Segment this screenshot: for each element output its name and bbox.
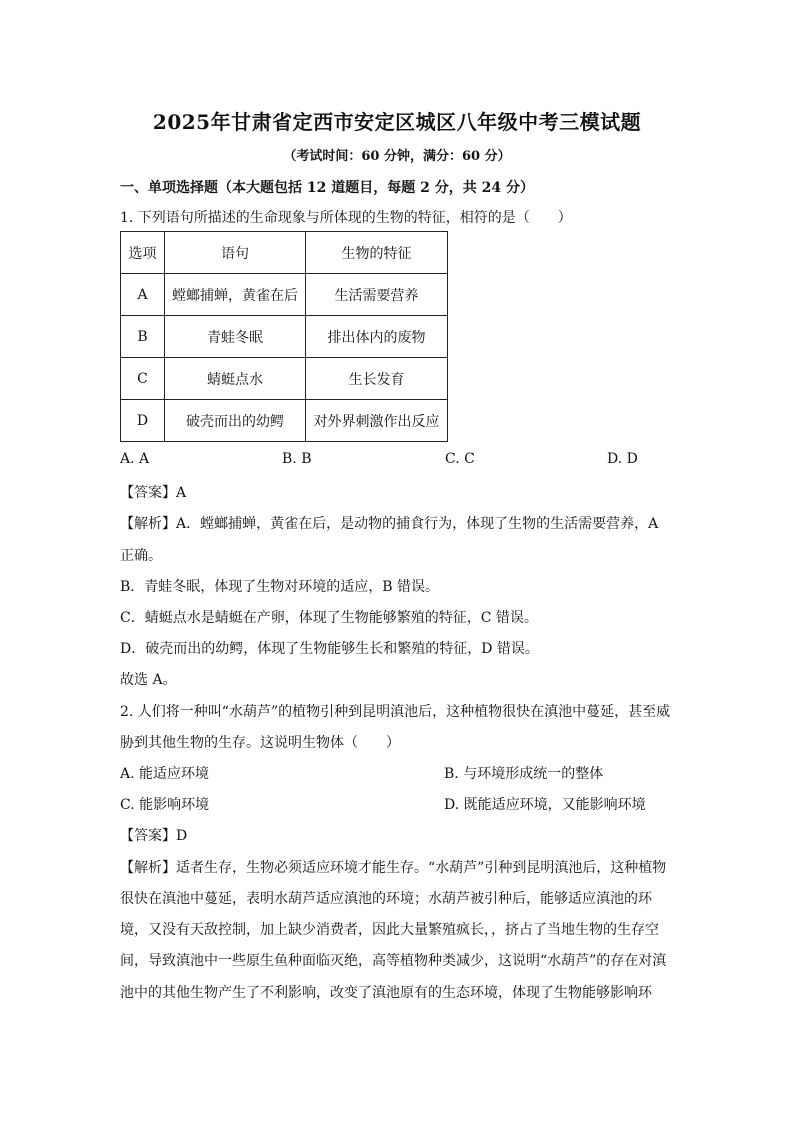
table-row: [121, 358, 448, 400]
analysis-line: B．青蛙冬眠，体现了生物对环境的适应，B 错误。: [120, 579, 440, 595]
option-c: C. C: [445, 451, 475, 467]
table-header-row: [121, 232, 448, 274]
option-a: A. A: [120, 451, 150, 467]
analysis-line: 正确。: [120, 548, 162, 564]
option-d: D. D: [607, 451, 638, 467]
table-cell: 对外界刺激作出反应: [306, 400, 448, 442]
table-row: [121, 274, 448, 316]
table-header-cell: 选项: [121, 232, 165, 274]
table-row: [121, 400, 448, 442]
table-cell: 生长发育: [306, 358, 448, 400]
table-cell: A: [121, 274, 165, 316]
question-1-stem: 1. 下列语句所描述的生命现象与所体现的生物的特征，相符的是（ ）: [120, 210, 572, 226]
analysis-line: D．破壳而出的幼鳄，体现了生物能够生长和繁殖的特征，D 错误。: [120, 641, 539, 657]
question-2-answer: 【答案】D: [120, 828, 188, 844]
table-cell: B: [121, 316, 165, 358]
table-cell: D: [121, 400, 165, 442]
analysis-line: 间，导致滇池中一些原生鱼种面临灭绝，高等植物种类减少，这说明“水葫芦”的存在对滇: [120, 953, 667, 969]
table-header-cell: 生物的特征: [306, 232, 448, 274]
question-2-stem: 胁到其他生物的生存。这说明生物体（ ）: [120, 735, 400, 751]
analysis-line: 很快在滇池中蔓延，表明水葫芦适应滇池的环境；水葫芦被引种后，能够适应滇池的环: [120, 891, 652, 907]
analysis-line: 境，又没有天敌控制，加上缺少消费者，因此大量繁殖疯长，，挤占了当地生物的生存空: [120, 922, 659, 938]
option-c: C. 能影响环境: [120, 797, 210, 813]
question-1-options: [120, 451, 680, 469]
page-title: 2025年甘肃省定西市安定区城区八年级中考三模试题: [152, 110, 642, 134]
analysis-line: 【解析】A．螳螂捕蝉，黄雀在后，是动物的捕食行为，体现了生物的生活需要营养，A: [120, 516, 659, 532]
analysis-line: C．蜻蜓点水是蜻蜓在产卵，体现了生物能够繁殖的特征，C 错误。: [120, 610, 538, 626]
option-b: B. B: [282, 451, 312, 467]
table-cell: 蜻蜓点水: [165, 358, 306, 400]
table-cell: 螳螂捕蝉，黄雀在后: [165, 274, 306, 316]
table-header-cell: 语句: [165, 232, 306, 274]
table-cell: 生活需要营养: [306, 274, 448, 316]
option-d: D. 既能适应环境，又能影响环境: [444, 797, 646, 813]
table-row: [121, 316, 448, 358]
analysis-line: 池中的其他生物产生了不利影响，改变了滇池原有的生态环境，体现了生物能够影响环: [120, 985, 652, 1001]
section-heading: 一、单项选择题（本大题包括 12 道题目，每题 2 分，共 24 分）: [120, 180, 534, 196]
option-a: A. 能适应环境: [120, 766, 210, 782]
table-cell: C: [121, 358, 165, 400]
question-1-answer: 【答案】A: [120, 485, 187, 501]
analysis-line: 【解析】适者生存，生物必须适应环境才能生存。“水葫芦”引种到昆明滇池后，这种植物: [120, 860, 667, 876]
question-2-stem: 2. 人们将一种叫“水葫芦”的植物引种到昆明滇池后，这种植物很快在滇池中蔓延，甚至威: [120, 704, 671, 720]
option-b: B. 与环境形成统一的整体: [444, 766, 604, 782]
table-cell: 排出体内的废物: [306, 316, 448, 358]
table-cell: 青蛙冬眠: [165, 316, 306, 358]
exam-info: （考试时间：60 分钟，满分：60 分）: [283, 149, 511, 164]
analysis-line: 故选 A。: [120, 672, 177, 688]
question-1-table: [120, 231, 448, 442]
table-cell: 破壳而出的幼鳄: [165, 400, 306, 442]
